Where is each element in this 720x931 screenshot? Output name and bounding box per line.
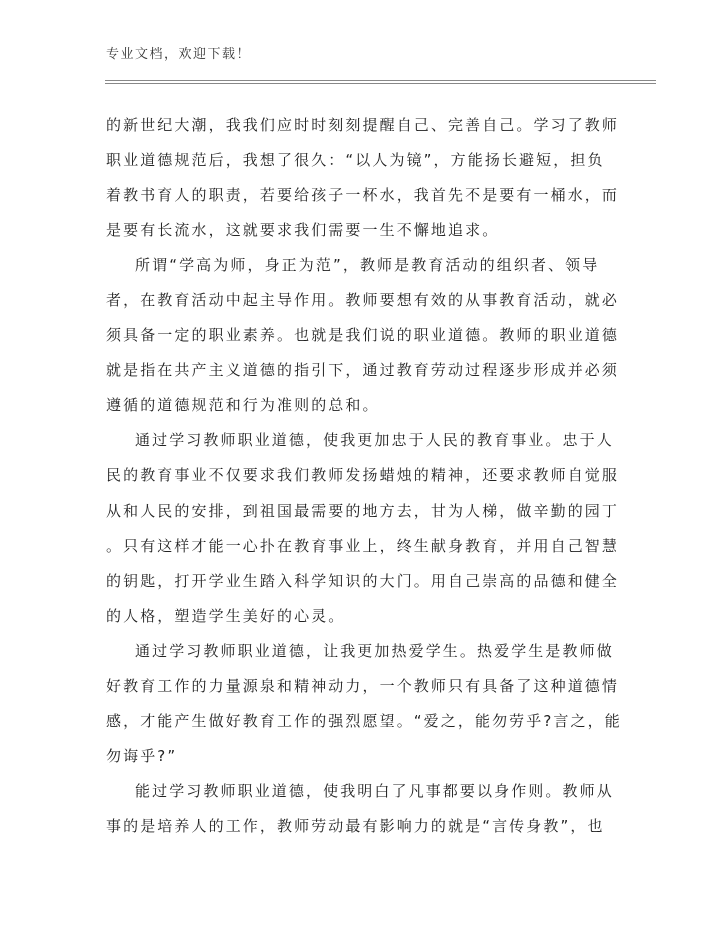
paragraph <box>106 774 666 844</box>
text-line: 从和人民的安排，到祖国最需要的地方去，甘为人梯，做辛勤的园丁 <box>106 501 620 520</box>
document-body <box>106 108 666 844</box>
text-line: 好教育工作的力量源泉和精神动力，一个教师只有具备了这种道德情 <box>106 676 620 695</box>
text-line: 须具备一定的职业素养。也就是我们说的职业道德。教师的职业道德 <box>106 326 620 345</box>
text-line: 通过学习教师职业道德，使我更加忠于人民的教育事业。忠于人 <box>135 431 614 450</box>
text-line: 通过学习教师职业道德，让我更加热爱学生。热爱学生是教师做 <box>135 641 614 660</box>
text-line: 的钥匙，打开学业生踏入科学知识的大门。用自己崇高的品德和健全 <box>106 571 620 590</box>
text-line: 职业道德规范后，我想了很久：“以人为镜”，方能扬长避短，担负 <box>106 151 605 170</box>
text-line: 就是指在共产主义道德的指引下，通过教育劳动过程逐步形成并必须 <box>106 361 620 380</box>
page-header: 专业文档，欢迎下载！ <box>106 47 252 62</box>
text-line: 能过学习教师职业道德，使我明白了凡事都要以身作则。教师从 <box>135 781 614 800</box>
paragraph <box>106 634 666 774</box>
paragraph <box>106 108 666 248</box>
text-line: 者，在教育活动中起主导作用。教师要想有效的从事教育活动，就必 <box>106 291 620 310</box>
text-line: 的人格，塑造学生美好的心灵。 <box>106 606 346 625</box>
text-line: 勿诲乎?” <box>106 746 178 765</box>
text-line: 是要有长流水，这就要求我们需要一生不懈地追求。 <box>106 221 500 240</box>
paragraph <box>106 423 666 633</box>
text-line: 遵循的道德规范和行为准则的总和。 <box>106 396 380 415</box>
text-line: 民的教育事业不仅要求我们教师发扬蜡烛的精神，还要求教师自觉服 <box>106 466 620 485</box>
text-line: 的新世纪大潮，我我们应时时刻刻提醒自己、完善自己。学习了教师 <box>106 116 620 134</box>
text-line: 着教书育人的职责，若要给孩子一杯水，我首先不是要有一桶水，而 <box>106 186 620 205</box>
header-divider <box>105 80 656 84</box>
text-line: 事的是培养人的工作，教师劳动最有影响力的就是“言传身教”，也 <box>106 816 605 835</box>
text-line: 。只有这样才能一心扑在教育事业上，终生献身教育，并用自己智慧 <box>106 536 620 555</box>
text-line: 感，才能产生做好教育工作的强烈愿望。“爱之，能勿劳乎?言之，能 <box>106 711 622 730</box>
paragraph <box>106 248 666 423</box>
text-line: 所谓“学高为师，身正为范”，教师是教育活动的组织者、领导 <box>135 256 600 275</box>
